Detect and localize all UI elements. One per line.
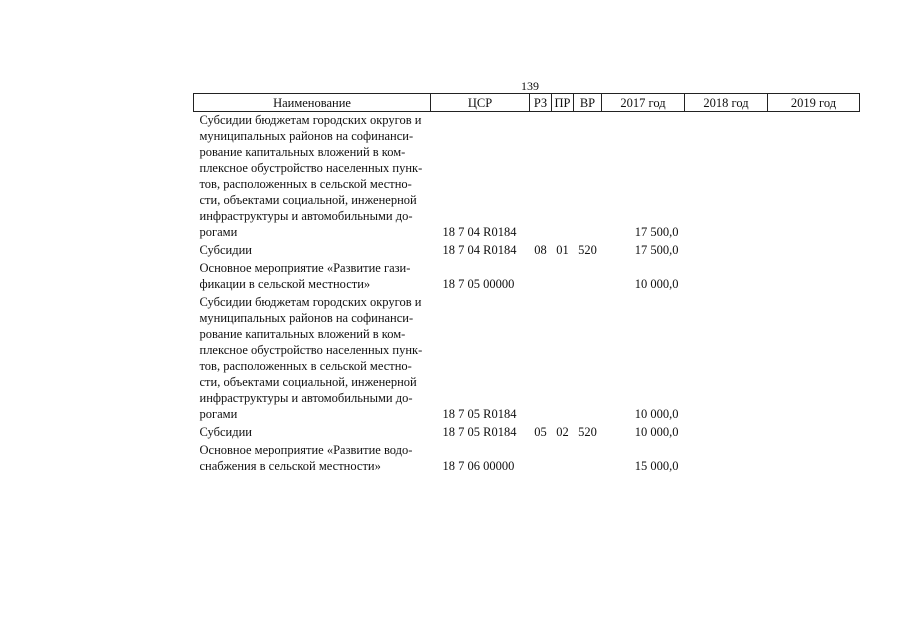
row-2019 xyxy=(768,424,860,442)
row-2019 xyxy=(768,294,860,424)
row-pr: 01 xyxy=(556,243,569,257)
row-2018 xyxy=(685,294,768,424)
row-pr xyxy=(552,294,574,424)
row-rz xyxy=(530,294,552,424)
row-rz xyxy=(530,112,552,243)
header-2018: 2018 год xyxy=(685,94,768,112)
row-2018 xyxy=(685,242,768,260)
table-row xyxy=(194,260,860,294)
row-rz: 05 xyxy=(534,425,547,439)
row-csr: 18 7 05 R0184 xyxy=(442,407,517,421)
row-2018 xyxy=(685,424,768,442)
row-name: Субсидии xyxy=(199,243,252,257)
header-name: Наименование xyxy=(194,94,431,112)
row-2017: 15 000,0 xyxy=(634,459,679,473)
row-vr: 520 xyxy=(578,425,597,439)
header-pr: ПР xyxy=(552,94,574,112)
row-2017: 10 000,0 xyxy=(634,425,679,439)
row-name: Субсидии xyxy=(199,425,252,439)
row-2017: 17 500,0 xyxy=(634,225,679,239)
page-number: 139 xyxy=(521,79,539,93)
row-name: Субсидии бюджетам городских округов и муниципальных районов на софинанси-рование капитальных вложений в ком-плексное обустройство населенных пунк-тов, расположенных в сельской местно-сти, объектами социальной, инженерной инфраструктуры и автомобильными до-рогами xyxy=(199,113,423,239)
row-rz: 08 xyxy=(534,243,547,257)
row-2017: 10 000,0 xyxy=(634,277,679,291)
row-2018 xyxy=(685,442,768,476)
header-csr: ЦСР xyxy=(431,94,530,112)
row-name: Основное мероприятие «Развитие гази-фикации в сельской местности» xyxy=(199,261,411,291)
row-name: Субсидии бюджетам городских округов и муниципальных районов на софинанси-рование капитальных вложений в ком-плексное обустройство населенных пунк-тов, расположенных в сельской местно-сти, объектами социальной, инженерной инфраструктуры и автомобильными до-рогами xyxy=(199,295,423,421)
row-vr xyxy=(574,260,602,294)
row-pr xyxy=(552,112,574,243)
row-2019 xyxy=(768,260,860,294)
row-2017: 10 000,0 xyxy=(634,407,679,421)
row-rz xyxy=(530,442,552,476)
row-vr xyxy=(574,112,602,243)
row-vr: 520 xyxy=(578,243,597,257)
header-vr: ВР xyxy=(574,94,602,112)
table-row xyxy=(194,442,860,476)
row-csr: 18 7 04 R0184 xyxy=(442,243,517,257)
row-rz xyxy=(530,260,552,294)
table-header-row xyxy=(194,94,860,112)
header-2017: 2017 год xyxy=(602,94,685,112)
row-csr: 18 7 05 00000 xyxy=(442,277,515,291)
header-2019: 2019 год xyxy=(768,94,860,112)
row-pr xyxy=(552,442,574,476)
table-row xyxy=(194,294,860,424)
row-csr: 18 7 04 R0184 xyxy=(442,225,517,239)
row-2019 xyxy=(768,242,860,260)
table-row xyxy=(194,424,860,442)
row-2019 xyxy=(768,442,860,476)
row-2018 xyxy=(685,112,768,243)
header-rz: РЗ xyxy=(530,94,552,112)
row-2017: 17 500,0 xyxy=(634,243,679,257)
row-name: Основное мероприятие «Развитие водо-снабжения в сельской местности» xyxy=(199,443,413,473)
row-csr: 18 7 06 00000 xyxy=(442,459,515,473)
row-vr xyxy=(574,442,602,476)
row-pr xyxy=(552,260,574,294)
budget-table xyxy=(193,93,860,476)
row-2018 xyxy=(685,260,768,294)
row-vr xyxy=(574,294,602,424)
row-csr: 18 7 05 R0184 xyxy=(442,425,517,439)
table-row xyxy=(194,242,860,260)
table-row xyxy=(194,112,860,243)
row-2019 xyxy=(768,112,860,243)
row-pr: 02 xyxy=(556,425,569,439)
